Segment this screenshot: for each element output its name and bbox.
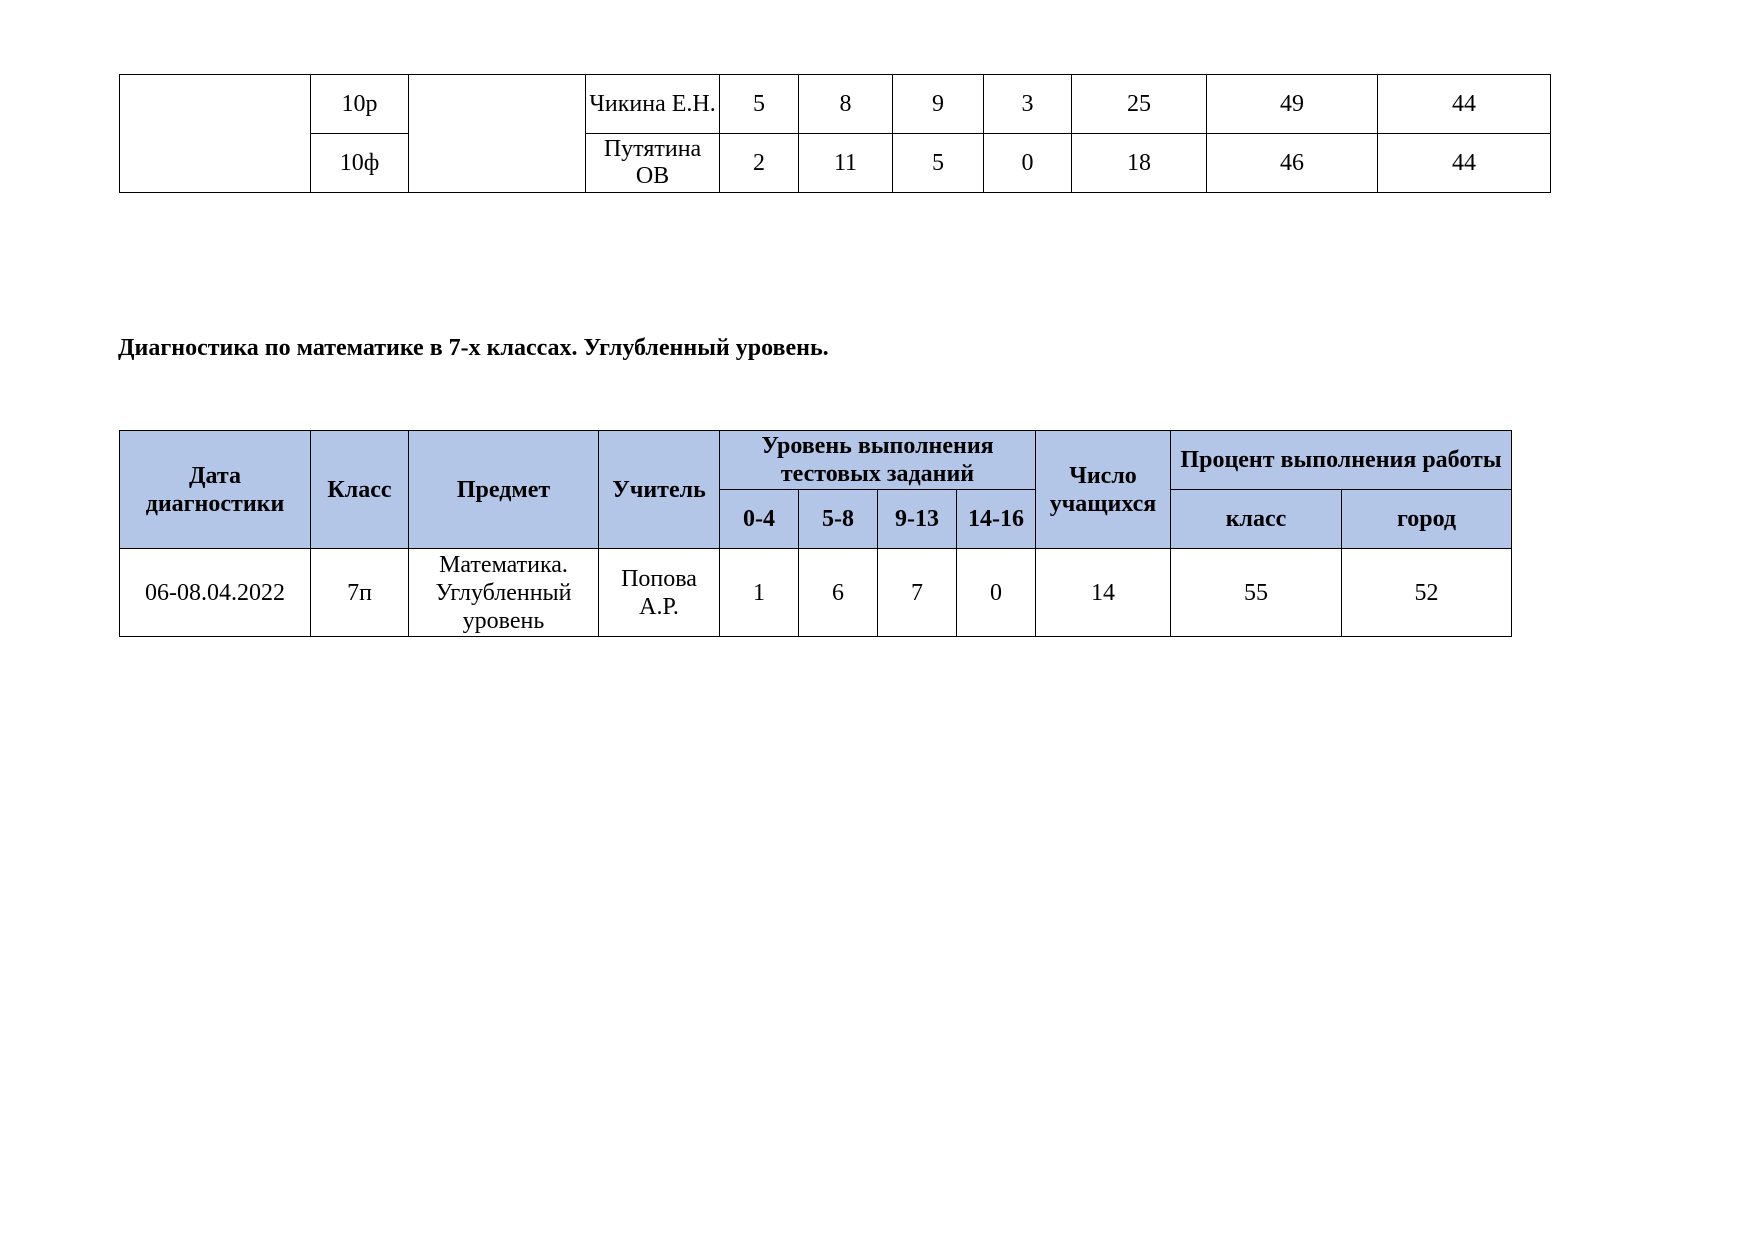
section-heading: Диагностика по математике в 7-х классах. Углубленный уровень. (118, 335, 829, 361)
diagnostics-table (119, 430, 1512, 637)
header-level-0-4: 0-4 (720, 490, 799, 549)
level-9-13-cell: 5 (893, 134, 984, 193)
header-teacher: Учитель (599, 431, 720, 549)
header-percent-class: класс (1171, 490, 1342, 549)
level-0-4-cell: 5 (720, 75, 799, 134)
level-5-8-cell: 8 (799, 75, 893, 134)
table-row (120, 549, 1512, 637)
students-cell: 14 (1036, 549, 1171, 637)
subject-cell: Математика. Углубленный уровень (409, 549, 599, 637)
table-row (120, 75, 1551, 134)
header-percent-group: Процент выполнения работы (1171, 431, 1512, 490)
header-level-9-13: 9-13 (878, 490, 957, 549)
level-14-16-cell: 0 (957, 549, 1036, 637)
header-date: Дата диагностики (120, 431, 311, 549)
level-9-13-cell: 7 (878, 549, 957, 637)
level-0-4-cell: 1 (720, 549, 799, 637)
class-cell: 10р (311, 75, 409, 134)
percent-class-cell: 49 (1207, 75, 1378, 134)
header-subject: Предмет (409, 431, 599, 549)
level-14-16-cell: 3 (984, 75, 1072, 134)
subject-cell (409, 75, 586, 193)
percent-city-cell: 44 (1378, 134, 1551, 193)
blank-cell (120, 75, 311, 193)
top-results-table (119, 74, 1551, 193)
class-cell: 10ф (311, 134, 409, 193)
level-0-4-cell: 2 (720, 134, 799, 193)
header-students: Число учащихся (1036, 431, 1171, 549)
table-row (120, 134, 1551, 193)
header-row (120, 431, 1512, 490)
students-cell: 25 (1072, 75, 1207, 134)
header-class: Класс (311, 431, 409, 549)
level-5-8-cell: 11 (799, 134, 893, 193)
level-5-8-cell: 6 (799, 549, 878, 637)
percent-class-cell: 46 (1207, 134, 1378, 193)
teacher-cell: Чикина Е.Н. (586, 75, 720, 134)
date-cell: 06-08.04.2022 (120, 549, 311, 637)
percent-city-cell: 44 (1378, 75, 1551, 134)
percent-class-cell: 55 (1171, 549, 1342, 637)
header-percent-city: город (1342, 490, 1512, 549)
level-14-16-cell: 0 (984, 134, 1072, 193)
header-level-14-16: 14-16 (957, 490, 1036, 549)
level-9-13-cell: 9 (893, 75, 984, 134)
header-level-group: Уровень выполнения тестовых заданий (720, 431, 1036, 490)
students-cell: 18 (1072, 134, 1207, 193)
header-level-5-8: 5-8 (799, 490, 878, 549)
percent-city-cell: 52 (1342, 549, 1512, 637)
teacher-cell: Попова А.Р. (599, 549, 720, 637)
teacher-cell: Путятина ОВ (586, 134, 720, 193)
class-cell: 7п (311, 549, 409, 637)
